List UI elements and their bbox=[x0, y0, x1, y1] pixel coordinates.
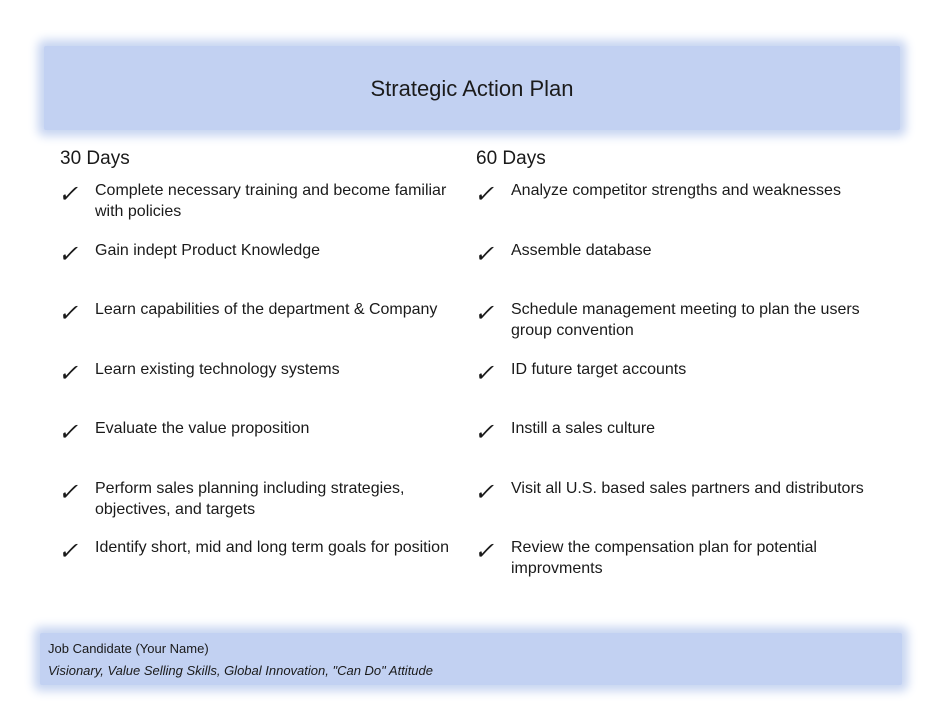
list-item-text: Evaluate the value proposition bbox=[95, 420, 310, 437]
list-item-text: Analyze competitor strengths and weaknesses bbox=[511, 182, 841, 199]
column-heading-30-days: 30 Days bbox=[60, 148, 130, 169]
checkmark-icon: ✓ bbox=[58, 537, 79, 565]
list-item-text: Learn existing technology systems bbox=[95, 361, 340, 378]
checkmark-icon: ✓ bbox=[474, 359, 495, 387]
checkmark-icon: ✓ bbox=[474, 299, 495, 327]
page-title: Strategic Action Plan bbox=[370, 76, 574, 101]
list-item-text: Instill a sales culture bbox=[511, 420, 656, 437]
list-item-text: Review the compensation plan for potential improvments bbox=[511, 539, 817, 577]
list-item-text: Assemble database bbox=[511, 242, 652, 259]
column-30-days bbox=[58, 146, 450, 565]
checkmark-icon: ✓ bbox=[58, 299, 79, 327]
checkmark-icon: ✓ bbox=[474, 240, 495, 268]
column-heading-60-days: 60 Days bbox=[476, 148, 546, 169]
list-item-text: Learn capabilities of the department & Company bbox=[95, 301, 438, 318]
checkmark-icon: ✓ bbox=[58, 240, 79, 268]
list-item-text: Schedule management meeting to plan the users group convention bbox=[511, 301, 860, 339]
list-item-text: ID future target accounts bbox=[511, 361, 687, 378]
candidate-tagline: Visionary, Value Selling Skills, Global Innovation, "Can Do" Attitude bbox=[48, 663, 433, 678]
column-60-days bbox=[474, 146, 896, 577]
checkmark-icon: ✓ bbox=[474, 537, 495, 565]
list-item-text: Complete necessary training and become familiar with policies bbox=[95, 182, 447, 220]
candidate-name: Job Candidate (Your Name) bbox=[48, 641, 209, 656]
checkmark-icon: ✓ bbox=[58, 359, 79, 387]
checkmark-icon: ✓ bbox=[58, 418, 79, 446]
checkmark-icon: ✓ bbox=[58, 180, 79, 208]
checkmark-icon: ✓ bbox=[474, 180, 495, 208]
footer-band bbox=[40, 633, 902, 685]
list-item-text: Gain indept Product Knowledge bbox=[95, 242, 321, 259]
list-item-text: Identify short, mid and long term goals for position bbox=[95, 539, 449, 556]
title-band bbox=[44, 46, 900, 130]
list-item-text: Perform sales planning including strategies, objectives, and targets bbox=[95, 480, 405, 518]
checkmark-icon: ✓ bbox=[474, 418, 495, 446]
checkmark-icon: ✓ bbox=[474, 478, 495, 506]
list-item-text: Visit all U.S. based sales partners and distributors bbox=[511, 480, 864, 497]
checkmark-icon: ✓ bbox=[58, 478, 79, 506]
